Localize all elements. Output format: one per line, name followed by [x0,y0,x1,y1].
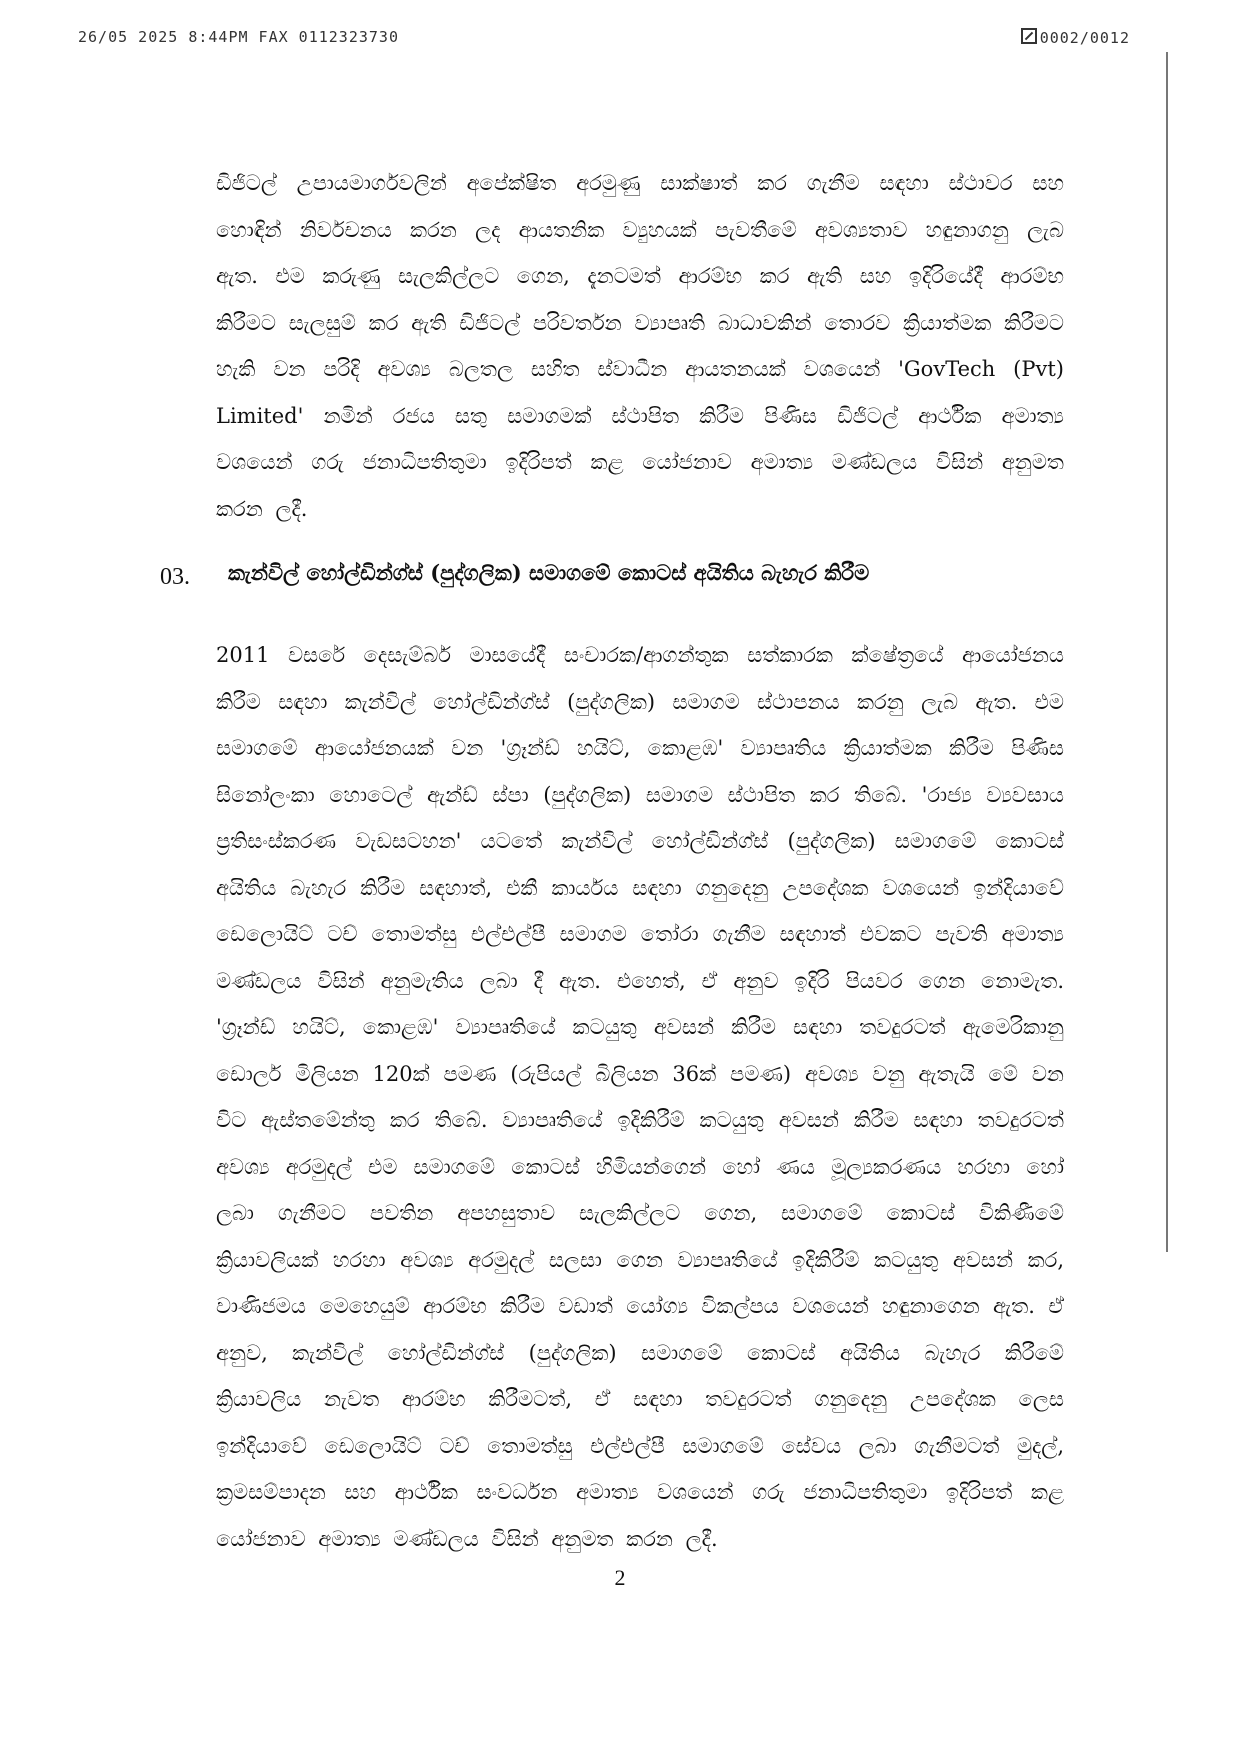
scan-edge-line [1166,52,1168,1252]
section-body-paragraph: 2011 වසරේ දෙසැම්බර් මාසයේදී සංචාරක/ආගන්තුක සත්කාරක ක්ෂේත්‍රයේ ආයෝජනය කිරීම සඳහා කැන්විල් හෝල්ඩින්ග්ස් (පුද්ගලික) සමාගම ස්ථාපනය කරනු ලැබ ඇත. එම සමාගමේ ආයෝජනයක් වන 'ග්‍රෑන්ඩ් හයිට්, කොළඹ' ව්‍යාපෘතිය ක්‍රියාත්මක කිරීම පිණිස සිනෝලංකා හොටෙල් ඇන්ඩ් ස්පා (පුද්ගලික) සමාගම ස්ථාපිත කර තිබේ. 'රාජ්‍ය ව්‍යවසාය ප්‍රතිසංස්කරණ වැඩසටහන' යටතේ කැන්විල් හෝල්ඩින්ග්ස් (පුද්ගලික) සමාගමේ කොටස් අයිතිය බැහැර කිරීම සඳහාත්, එකී කාර්යය සඳහා ගනුදෙනු උපදේශක වශයෙන් ඉන්දියාවේ ඩෙලොයිට් ටච් තොමත්සු එල්එල්පී සමාගම තෝරා ගැනීම සඳහාත් එවකට පැවති අමාත්‍ය මණ්ඩලය විසින් අනුමැතිය ලබා දී ඇත. එහෙත්, ඒ අනුව ඉදිරි පියවර ගෙන නොමැත. 'ග්‍රෑන්ඩ් හයිට්, කොළඹ' ව්‍යාපෘතියේ කටයුතු අවසන් කිරීම සඳහා තවදුරටත් ඇමෙරිකානු ඩොලර් මිලියන 120ක් පමණ (රුපියල් බිලියන 36ක් පමණ) අවශ්‍ය වනු ඇතැයි මේ වන විට ඇස්තමේන්තු කර තිබේ. ව්‍යාපෘතියේ ඉදිකිරීම් කටයුතු අවසන් කිරීම සඳහා තවදුරටත් අවශ්‍ය අරමුදල් එම සමාගමේ කොටස් හිමියන්ගෙන් හෝ ණය මූල්‍යකරණය හරහා හෝ ලබා ගැනීමට පවතින අපහසුතාව සැලකිල්ලට ගෙන, සමාගමේ කොටස් විකිණීමේ ක්‍රියාවලියක් හරහා අවශ්‍ය අරමුදල් සලසා ගෙන ව්‍යාපෘතියේ ඉදිකිරීම් කටයුතු අවසන් කර, වාණිජමය මෙහෙයුම් ආරම්භ කිරීම වඩාත් යෝග්‍ය විකල්පය වශයෙන් හඳුනාගෙන ඇත. ඒ අනුව, කැන්විල් හෝල්ඩින්ග්ස් (පුද්ගලික) සමාගමේ කොටස් අයිතිය බැහැර කිරීමේ ක්‍රියාවලිය නැවත ආරම්භ කිරීමටත්, ඒ සඳහා තවදුරටත් ගනුදෙනු උපදේශක ලෙස ඉන්දියාවේ ඩෙලොයිට් ටච් තොමත්සු එල්එල්පී සමාගමේ සේවය ලබා ගැනීමටත් මුදල්, ක්‍රමසම්පාදන සහ ආර්ථික සංවර්ධන අමාත්‍ය වශයෙන් ගරු ජනාධිපතිතුමා ඉදිරිපත් කළ යෝජනාව අමාත්‍ය මණ්ඩලය විසින් අනුමත කරන ලදී. [216,643,1064,1551]
fax-header [78,28,1138,52]
page-number: 2 [614,1565,626,1590]
section-number: 03. [160,564,190,590]
section-title: කැන්විල් හෝල්ඩින්ග්ස් (පුද්ගලික) සමාගමේ කොටස් අයිතිය බැහැර කිරීම [228,560,870,585]
checkbox-icon [1021,28,1037,44]
fax-page-counter [1021,28,1130,47]
fax-page-counter-text: 0002/0012 [1039,29,1130,47]
fax-transmission-line: 26/05 2025 8:44PM FAX 0112323730 [78,28,399,46]
section-heading [160,554,1064,602]
continued-paragraph: ඩිජිටල් උපායමාර්ගවලින් අපේක්ෂිත අරමුණු සාක්ෂාත් කර ගැනීම සඳහා ස්ථාවර සහ හොඳින් නිර්වචනය කරන ලද ආයතනික ව්‍යුහයක් පැවතීමේ අවශ්‍යතාව හඳුනාගනු ලැබ ඇත. එම කරුණු සැලකිල්ලට ගෙන, දැනටමත් ආරම්භ කර ඇති සහ ඉදිරියේදී ආරම්භ කිරීමට සැලසුම් කර ඇති ඩිජිටල් පරිවර්තන ව්‍යාපෘති බාධාවකින් තොරව ක්‍රියාත්මක කිරීමට හැකි වන පරිදි අවශ්‍ය බලතල සහිත ස්වාධීන ආයතනයක් වශයෙන් 'GovTech (Pvt) Limited' නමින් රජය සතු සමාගමක් ස්ථාපිත කිරීම පිණිස ඩිජිටල් ආර්ථික අමාත්‍ය වශයෙන් ගරු ජනාධිපතිතුමා ඉදිරිපත් කළ යෝජනාව අමාත්‍ය මණ්ඩලය විසින් අනුමත කරන ලදී. [216,171,1064,521]
document-body [160,160,1064,1562]
